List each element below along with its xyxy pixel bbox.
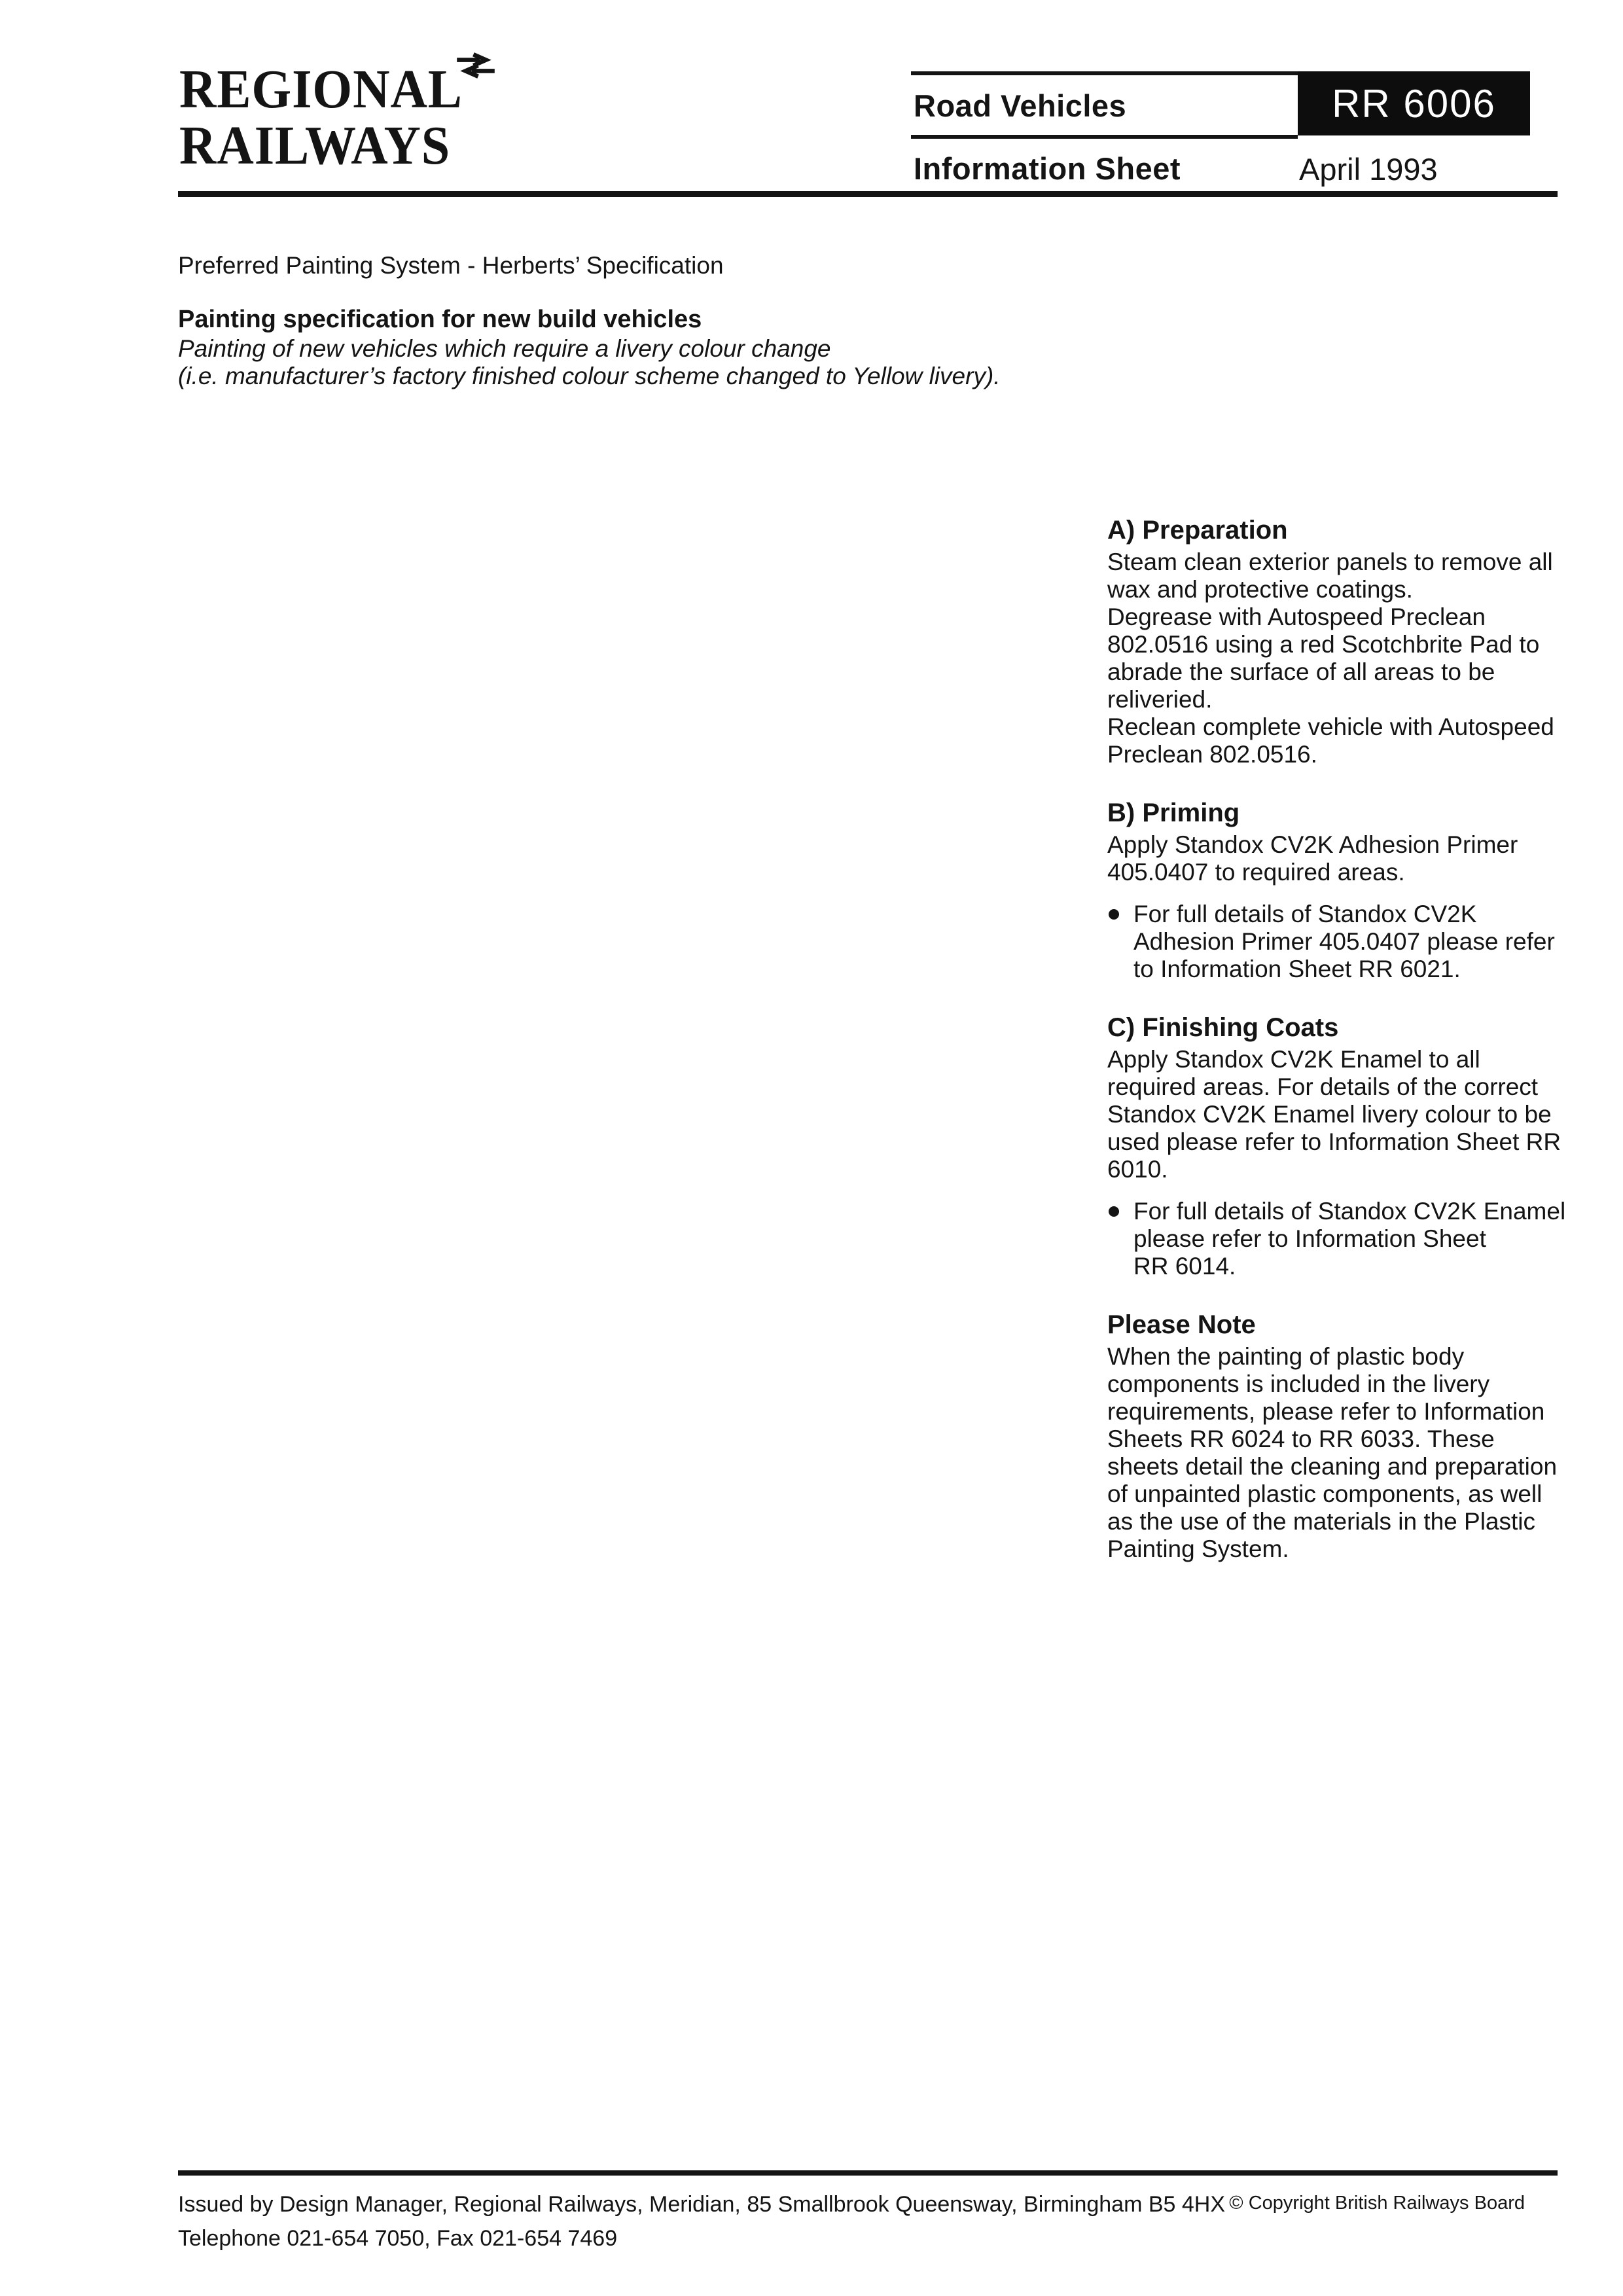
regional-railways-logo [179, 59, 463, 176]
footer-issued-block [178, 2187, 1225, 2255]
footer-issued-line-1: Issued by Design Manager, Regional Railways, Meridian, 85 Smallbrook Queensway, Birmingham B5 4HX [178, 2192, 1226, 2217]
bullet-item [1107, 1198, 1572, 1280]
intro-subtitle-line-1: Painting of new vehicles which require a livery colour change [178, 335, 831, 362]
spec-section [1107, 1310, 1572, 1563]
bullet-item [1107, 901, 1572, 983]
spec-section [1107, 798, 1572, 983]
section-heading: Please Note [1107, 1310, 1256, 1339]
intro-subtitle-line-2: (i.e. manufacturer’s factory finished colour scheme changed to Yellow livery). [178, 363, 1001, 389]
bullet-text: For full details of Standox CV2K Enamel please refer to Information Sheet RR 6014. [1133, 1198, 1566, 1280]
footer-copyright: © Copyright British Railways Board [1229, 2193, 1525, 2214]
section-paragraph: Steam clean exterior panels to remove all wax and protective coatings. [1107, 548, 1553, 603]
spec-column [1107, 516, 1572, 1593]
sheet-ref: RR 6006 [1332, 81, 1496, 126]
spec-section [1107, 1013, 1572, 1280]
intro-heading: Painting specification for new build vehicles [178, 306, 702, 333]
section-paragraph: Degrease with Autospeed Preclean 802.0516 using a red Scotchbrite Pad to abrade the surface of all areas to be reliveried. [1107, 603, 1540, 713]
logo-line-1: REGIONAL [179, 59, 463, 120]
document-title: Preferred Painting System - Herberts’ Specification [178, 252, 724, 279]
intro-subtitle [178, 335, 1107, 390]
section-heading: C) Finishing Coats [1107, 1013, 1339, 1042]
doc-type-label: Information Sheet [914, 151, 1181, 186]
section-paragraph: When the painting of plastic body components is included in the livery requirements, please refer to Information Sheets RR 6024 to RR 6033. These sheets detail the cleaning and preparation of unpainted plastic components, as well as the use of the materials in the Plastic Painting System. [1107, 1343, 1558, 1562]
section-heading: A) Preparation [1107, 516, 1288, 545]
spec-section [1107, 516, 1572, 768]
footer-rule [178, 2170, 1558, 2176]
section-heading: B) Priming [1107, 798, 1240, 827]
sheet-ref-box [1298, 71, 1530, 135]
header-mid-rule [911, 135, 1298, 139]
section-paragraph: Apply Standox CV2K Adhesion Primer 405.0407 to required areas. [1107, 831, 1518, 886]
section-paragraph: Apply Standox CV2K Enamel to all required areas. For details of the correct Standox CV2K Enamel livery colour to be used please refer to Information Sheet RR 6010. [1107, 1046, 1561, 1183]
intro-block [178, 251, 1107, 390]
bullet-text: For full details of Standox CV2K Adhesion Primer 405.0407 please refer to Information Sheet RR 6021. [1133, 901, 1555, 982]
logo-line-2: RAILWAYS [179, 115, 451, 176]
issue-date: April 1993 [1299, 152, 1438, 187]
footer-issued-line-2: Telephone 021-654 7050, Fax 021-654 7469 [178, 2226, 618, 2251]
bullet-dot-icon [1107, 901, 1133, 983]
bullet-dot-icon [1107, 1198, 1133, 1280]
header-bottom-rule [178, 191, 1558, 197]
section-paragraph: Reclean complete vehicle with Autospeed Preclean 802.0516. [1107, 713, 1554, 768]
br-double-arrow-icon [456, 52, 495, 79]
category-label: Road Vehicles [914, 88, 1127, 123]
